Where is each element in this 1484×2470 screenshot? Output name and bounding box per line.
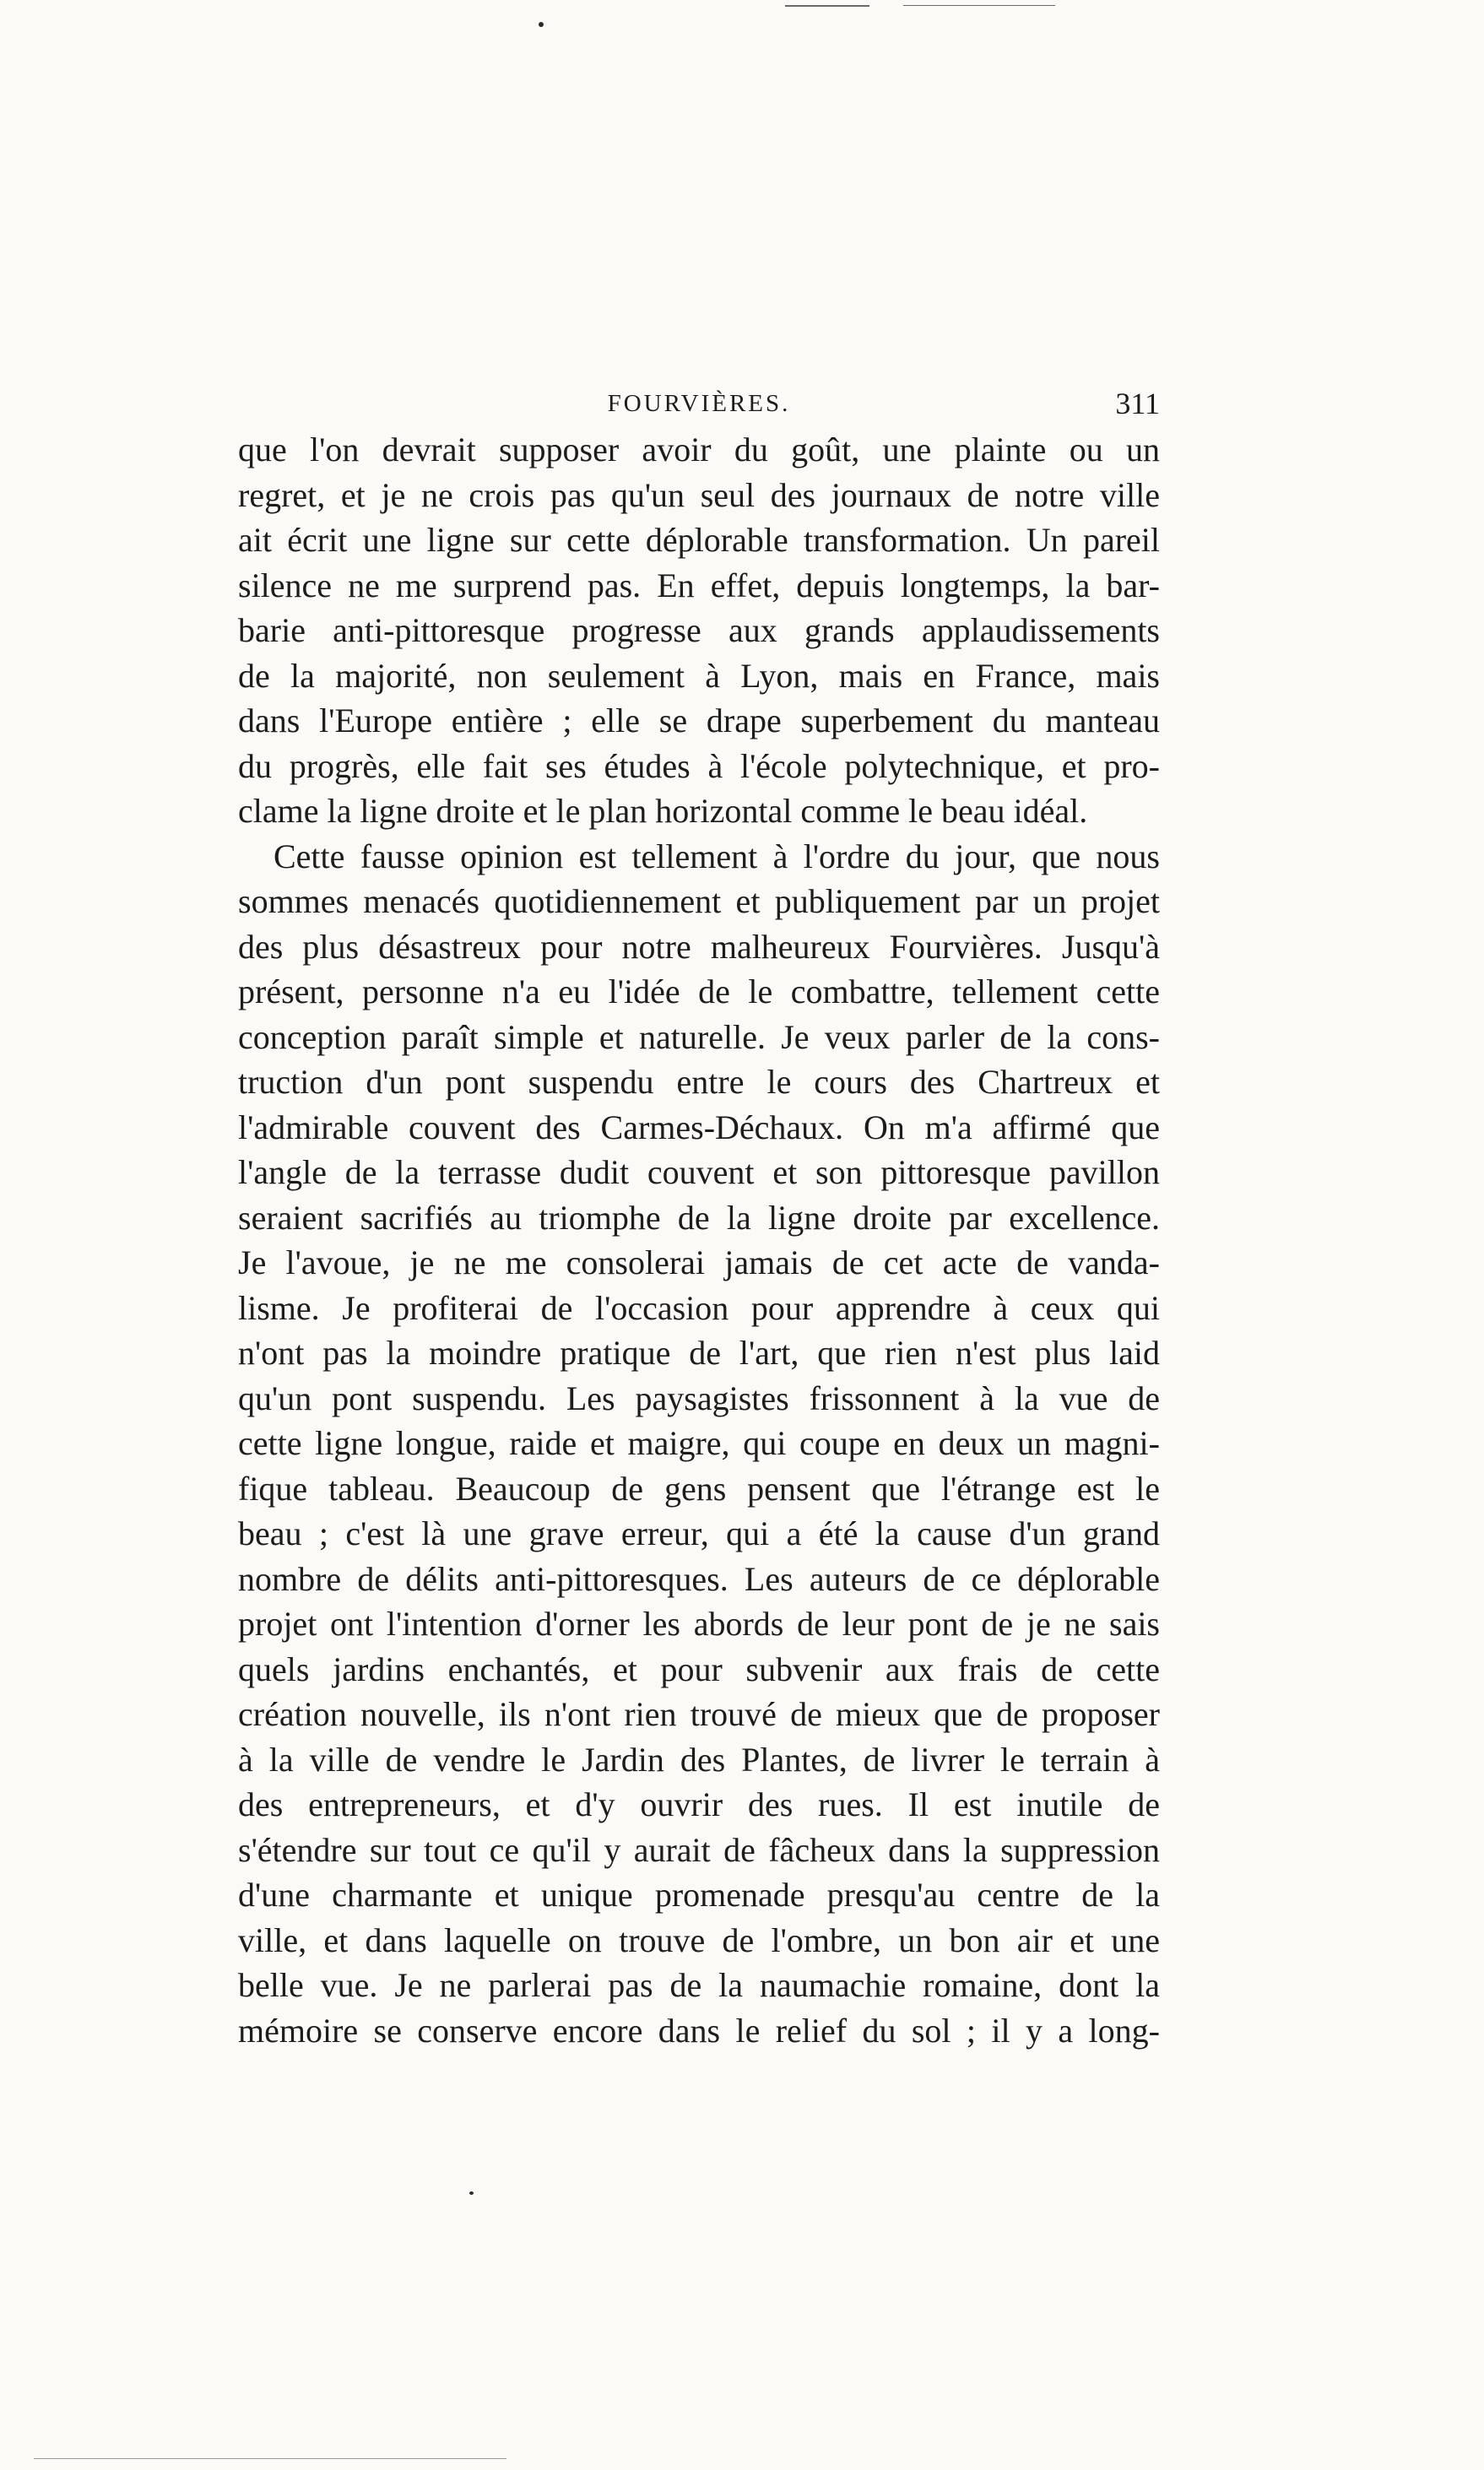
text-line: des entrepreneurs, et d'y ouvrir des rues. Il est inutile de	[238, 1785, 1160, 1823]
text-line: d'une charmante et unique promenade presqu'au centre de la	[238, 1876, 1160, 1914]
text-line: création nouvelle, ils n'ont rien trouvé de mieux que de proposer	[238, 1695, 1160, 1733]
text-line: conception paraît simple et naturelle. Je veux parler de la cons-	[238, 1017, 1160, 1056]
scan-speck	[539, 22, 544, 27]
text-line: mémoire se conserve encore dans le relief du sol ; il y a long-	[238, 2011, 1160, 2050]
text-line: belle vue. Je ne parlerai pas de la naumachie romaine, dont la	[238, 1966, 1160, 2004]
text-line: barie anti-pittoresque progresse aux grands applaudissements	[238, 611, 1160, 649]
scan-artifact-top-rule	[785, 5, 869, 7]
text-line: seraient sacrifiés au triomphe de la ligne droite par excellence.	[238, 1198, 1160, 1237]
text-line: que l'on devrait supposer avoir du goût, une plainte ou un	[238, 431, 1160, 469]
body-text	[238, 427, 1160, 2053]
scan-artifact-bottom-rule	[34, 2458, 506, 2459]
text-line: l'admirable couvent des Carmes-Déchaux. On m'a affirmé que	[238, 1108, 1160, 1146]
text-line: Je l'avoue, je ne me consolerai jamais de cet acte de vanda-	[238, 1243, 1160, 1281]
text-line: beau ; c'est là une grave erreur, qui a été la cause d'un grand	[238, 1514, 1160, 1552]
text-line: ville, et dans laquelle on trouve de l'ombre, un bon air et une	[238, 1920, 1160, 1959]
running-head	[238, 378, 1160, 429]
text-line: lisme. Je profiterai de l'occasion pour apprendre à ceux qui	[238, 1288, 1160, 1327]
text-line: à la ville de vendre le Jardin des Plantes, de livrer le terrain à	[238, 1740, 1160, 1779]
text-line: présent, personne n'a eu l'idée de le combattre, tellement cette	[238, 972, 1160, 1010]
text-line: cette ligne longue, raide et maigre, qui coupe en deux un magni-	[238, 1424, 1160, 1462]
text-line: regret, et je ne crois pas qu'un seul des journaux de notre ville	[238, 475, 1160, 514]
text-line: n'ont pas la moindre pratique de l'art, que rien n'est plus laid	[238, 1334, 1160, 1372]
text-line: silence ne me surprend pas. En effet, depuis longtemps, la bar-	[238, 566, 1160, 604]
text-line: dans l'Europe entière ; elle se drape superbement du manteau	[238, 701, 1160, 739]
text-line: qu'un pont suspendu. Les paysagistes frissonnent à la vue de	[238, 1379, 1160, 1417]
text-line: clame la ligne droite et le plan horizontal comme le beau idéal.	[238, 792, 1088, 830]
text-line: fique tableau. Beaucoup de gens pensent que l'étrange est le	[238, 1469, 1160, 1508]
text-line: truction d'un pont suspendu entre le cours des Chartreux et	[238, 1063, 1160, 1101]
page-number: 311	[1115, 387, 1160, 420]
text-line: des plus désastreux pour notre malheureux Fourvières. Jusqu'à	[238, 927, 1160, 966]
text-line: quels jardins enchantés, et pour subvenir aux frais de cette	[238, 1649, 1160, 1688]
running-title: FOURVIÈRES.	[607, 390, 791, 417]
text-line: s'étendre sur tout ce qu'il y aurait de fâcheux dans la suppression	[238, 1830, 1160, 1869]
text-line: Cette fausse opinion est tellement à l'ordre du jour, que nous	[274, 837, 1160, 875]
text-line: du progrès, elle fait ses études à l'école polytechnique, et pro-	[238, 746, 1160, 785]
text-line: ait écrit une ligne sur cette déplorable transformation. Un pareil	[238, 521, 1160, 559]
text-line: de la majorité, non seulement à Lyon, mais en France, mais	[238, 656, 1160, 695]
text-line: l'angle de la terrasse dudit couvent et son pittoresque pavillon	[238, 1153, 1160, 1191]
text-line: nombre de délits anti-pittoresques. Les auteurs de ce déplorable	[238, 1559, 1160, 1598]
text-line: sommes menacés quotidiennement et publiquement par un projet	[238, 882, 1160, 920]
text-line: projet ont l'intention d'orner les abords de leur pont de je ne sais	[238, 1605, 1160, 1643]
scan-artifact-top-rule-2	[903, 5, 1055, 6]
scan-speck	[469, 2191, 474, 2195]
